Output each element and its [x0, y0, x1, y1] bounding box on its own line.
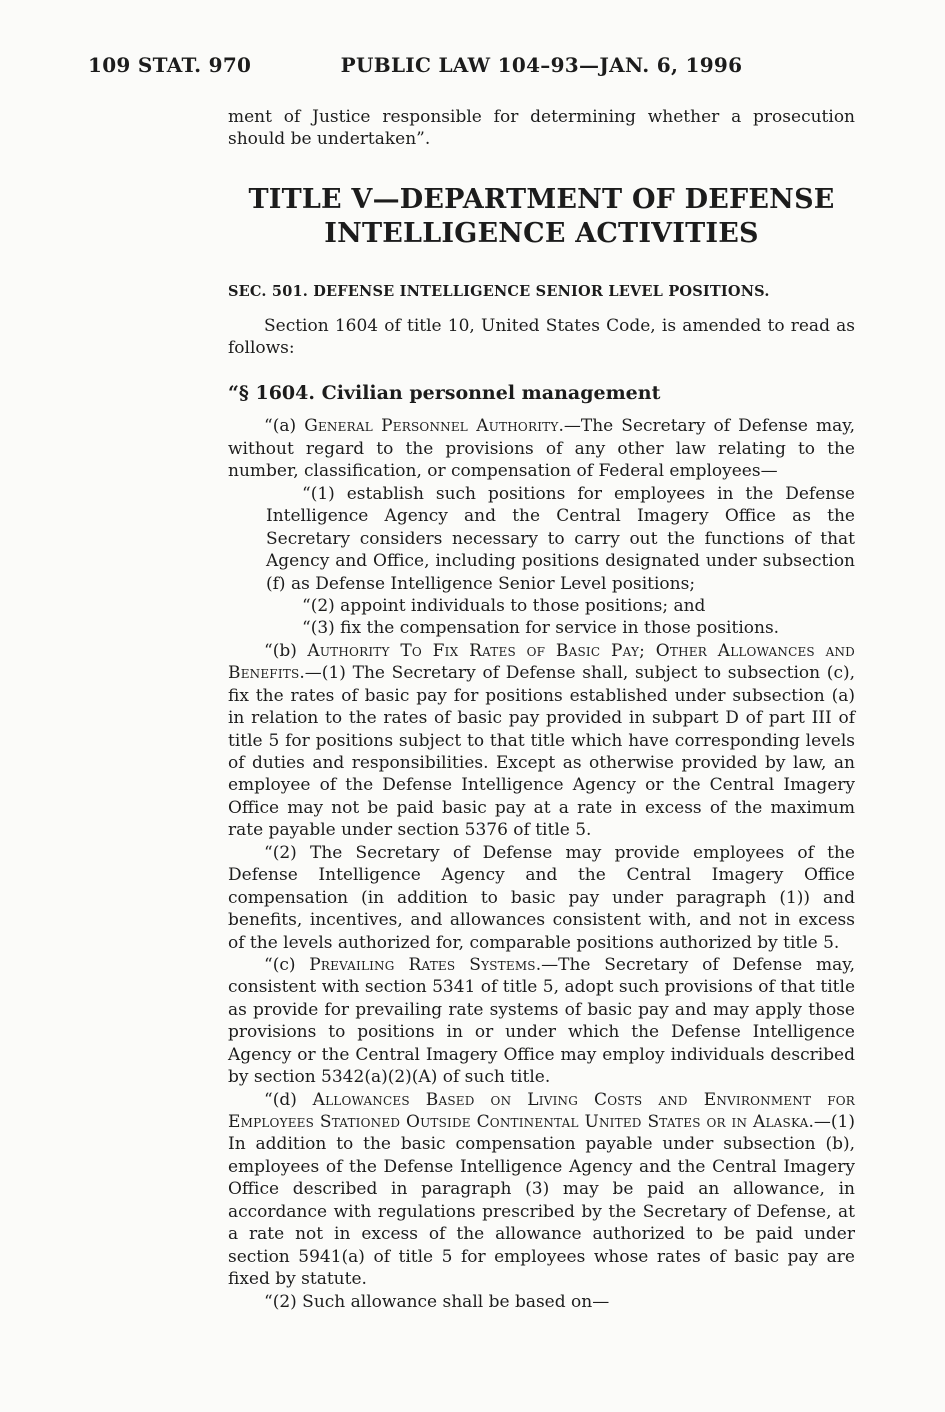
public-law-header: PUBLIC LAW 104–93—JAN. 6, 1996: [340, 53, 743, 77]
smallcaps-run: Prevailing Rates Systems: [309, 954, 536, 975]
text-run: “(2) appoint individuals to those positions; and: [302, 595, 706, 616]
code-section-heading: “§ 1604. Civilian personnel management: [228, 382, 661, 405]
text-run: “(d): [264, 1089, 313, 1110]
body-paragraphs: [228, 415, 855, 1313]
paragraph: [228, 1291, 855, 1313]
smallcaps-run: Authority To Fix Rates of Basic Pay; Other Allowances and Benefits: [228, 640, 855, 684]
paragraph: [228, 1089, 855, 1291]
stat-page-number: 109 STAT. 970: [88, 53, 252, 77]
text-run: “(3) fix the compensation for service in those positions.: [302, 618, 780, 639]
text-run: .—The Secretary of Defense may, consistent with section 5341 of title 5, adopt such provisions of that title as provide for prevailing rate systems of basic pay and may apply those provisions to positions in or under which the Defense Intelligence Agency or the Central Imagery Office may employ individuals described by section 5342(a)(2)(A) of such title.: [228, 954, 855, 1088]
text-run: “(b): [264, 640, 308, 661]
paragraph: [228, 640, 855, 842]
text-run: “(2) The Secretary of Defense may provide employees of the Defense Intelligence Agency and the Central Imagery Office compensation (in addition to basic pay under paragraph (1)) and benefits, incentives, and allowances consistent with, and not in excess of the levels authorized for, comparable positions authorized by title 5.: [228, 842, 855, 953]
text-run: .—(1) In addition to the basic compensation payable under subsection (b), employees of the Defense Intelligence Agency and the Central Imagery Office described in paragraph (3) may be paid an allowance, in accordance with regulations prescribed by the Secretary of Defense, at a rate not in excess of the allowance authorized to be paid under section 5941(a) of title 5 for employees whose rates of basic pay are fixed by statute.: [228, 1112, 855, 1290]
text-run: .—(1) The Secretary of Defense shall, subject to subsection (c), fix the rates of basic pay for positions established under subsection (a) in relation to the rates of basic pay provided in subpart D of part III of title 5 for positions subject to that title which have corresponding levels of duties and responsibilities. Except as otherwise provided by law, an employee of the Defense Intelligence Agency or the Central Imagery Office may not be paid basic pay at a rate in excess of the maximum rate payable under section 5376 of title 5.: [228, 663, 855, 841]
text-run: “(a): [264, 416, 305, 437]
text-run: “(2) Such allowance shall be based on—: [264, 1291, 610, 1312]
content-column: [228, 106, 855, 1313]
text-run: “(c): [264, 954, 310, 975]
paragraph: [266, 483, 855, 595]
running-head: [0, 52, 945, 82]
smallcaps-run: Allowances Based on Living Costs and Environment for Employees Stationed Outside Continental United States or in Alaska: [228, 1089, 855, 1133]
section-heading: SEC. 501. DEFENSE INTELLIGENCE SENIOR LEVEL POSITIONS.: [228, 283, 770, 301]
paragraph: [228, 415, 855, 482]
paragraph: [266, 595, 855, 617]
smallcaps-run: General Personnel Authority: [304, 416, 559, 437]
continuation-paragraph: ment of Justice responsible for determining whether a prosecution should be undertaken”.: [228, 107, 855, 150]
paragraph: [266, 617, 855, 639]
text-run: “(1) establish such positions for employees in the Defense Intelligence Agency and the Central Imagery Office as the Secretary considers necessary to carry out the functions of that Agency and Office, including positions designated under subsection (f) as Defense Intelligence Senior Level positions;: [266, 483, 855, 594]
paragraph: [228, 954, 855, 1089]
text-run: .—The Secretary of Defense may, without regard to the provisions of any other law relating to the number, classification, or compensation of Federal employees—: [228, 416, 855, 482]
title-line-2: INTELLIGENCE ACTIVITIES: [324, 217, 759, 249]
title-line-1: TITLE V—DEPARTMENT OF DEFENSE: [248, 183, 835, 215]
paragraph: [228, 842, 855, 954]
amendment-intro-paragraph: Section 1604 of title 10, United States Code, is amended to read as follows:: [228, 315, 855, 358]
title-heading: [228, 183, 855, 251]
